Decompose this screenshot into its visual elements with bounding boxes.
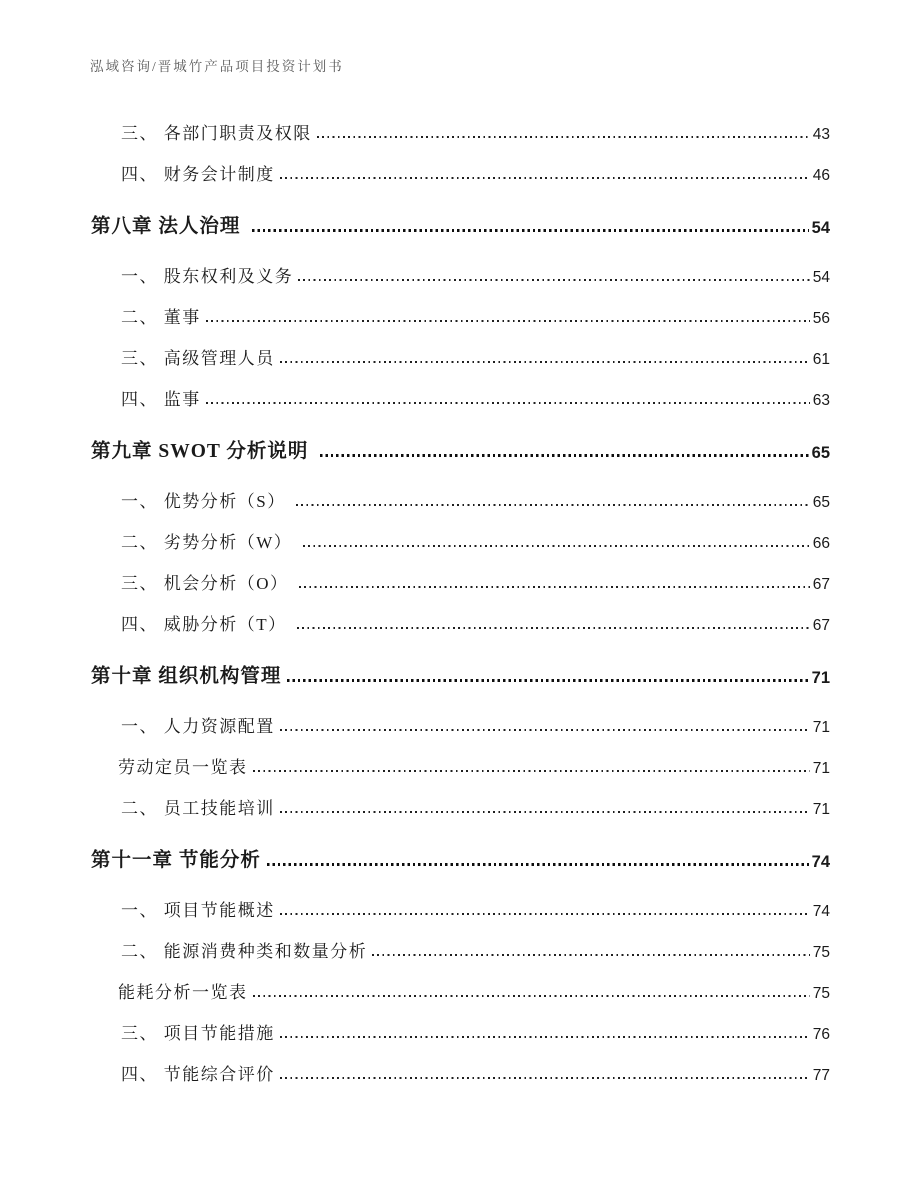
toc	[90, 108, 830, 1090]
dot-leader	[372, 954, 810, 956]
toc-entry[interactable]	[90, 967, 830, 1008]
toc-entry[interactable]	[90, 701, 830, 742]
toc-entry[interactable]	[90, 149, 830, 190]
toc-entry-label: 一、 股东权利及义务	[121, 267, 294, 286]
dot-leader	[280, 1036, 810, 1038]
toc-entry-label: 三、 高级管理人员	[121, 349, 275, 368]
toc-entry[interactable]	[90, 517, 830, 558]
toc-entry[interactable]	[90, 558, 830, 599]
toc-entry-label: 第十章 组织机构管理	[91, 665, 282, 687]
toc-entry-label: 四、 节能综合评价	[121, 1065, 275, 1084]
dot-leader	[280, 361, 810, 363]
dot-leader	[280, 729, 810, 731]
toc-entry-page: 67	[812, 616, 830, 634]
toc-entry-label: 四、 威胁分析（T）	[121, 615, 293, 634]
toc-entry-page: 67	[812, 575, 830, 593]
toc-entry-page: 71	[812, 759, 830, 777]
toc-entry-label: 二、 劣势分析（W）	[121, 533, 299, 552]
toc-entry-page: 43	[812, 125, 830, 143]
toc-entry-label: 第八章 法人治理	[91, 215, 247, 237]
toc-entry-label: 能耗分析一览表	[118, 983, 248, 1002]
toc-entry-label: 三、 各部门职责及权限	[121, 124, 312, 143]
dot-leader	[252, 229, 808, 232]
toc-entry-page: 65	[812, 493, 830, 511]
toc-entry[interactable]	[90, 885, 830, 926]
toc-entry[interactable]	[90, 742, 830, 783]
toc-entry-chapter[interactable]	[90, 423, 830, 468]
dot-leader	[299, 586, 809, 588]
document-header-title: 泓域咨询/晋城竹产品项目投资计划书	[90, 59, 344, 74]
toc-entry-page: 65	[811, 443, 830, 462]
dot-leader	[298, 279, 810, 281]
toc-entry[interactable]	[90, 333, 830, 374]
toc-entry-page: 61	[812, 350, 830, 368]
toc-entry-label: 第九章 SWOT 分析说明	[91, 440, 315, 462]
toc-entry-chapter[interactable]	[90, 648, 830, 693]
toc-entry-page: 71	[812, 718, 830, 736]
dot-leader	[280, 177, 810, 179]
toc-entry[interactable]	[90, 476, 830, 517]
dot-leader	[320, 454, 808, 457]
toc-entry-label: 二、 员工技能培训	[121, 799, 275, 818]
dot-leader	[296, 504, 809, 506]
toc-entry-page: 77	[812, 1066, 830, 1084]
toc-entry[interactable]	[90, 1008, 830, 1049]
dot-leader	[287, 679, 808, 682]
toc-entry[interactable]	[90, 108, 830, 149]
toc-entry[interactable]	[90, 1049, 830, 1090]
toc-entry[interactable]	[90, 599, 830, 640]
toc-entry[interactable]	[90, 292, 830, 333]
toc-entry-label: 三、 机会分析（O）	[121, 574, 295, 593]
toc-entry-label: 一、 优势分析（S）	[121, 492, 292, 511]
toc-entry-page: 71	[811, 668, 830, 687]
dot-leader	[206, 320, 810, 322]
toc-entry-label: 四、 监事	[121, 390, 201, 409]
toc-entry-page: 63	[812, 391, 830, 409]
toc-entry-page: 74	[811, 852, 830, 871]
toc-entry-label: 一、 项目节能概述	[121, 901, 275, 920]
dot-leader	[280, 811, 810, 813]
toc-entry-page: 75	[812, 984, 830, 1002]
dot-leader	[206, 402, 810, 404]
toc-entry-label: 四、 财务会计制度	[121, 165, 275, 184]
toc-entry-page: 75	[812, 943, 830, 961]
toc-entry-page: 74	[812, 902, 830, 920]
toc-entry[interactable]	[90, 251, 830, 292]
dot-leader	[303, 545, 810, 547]
dot-leader	[267, 863, 809, 866]
toc-entry-chapter[interactable]	[90, 198, 830, 243]
toc-entry-page: 46	[812, 166, 830, 184]
toc-entry-label: 劳动定员一览表	[118, 758, 248, 777]
toc-entry-label: 二、 能源消费种类和数量分析	[121, 942, 368, 961]
dot-leader	[280, 1077, 810, 1079]
toc-entry-label: 一、 人力资源配置	[121, 717, 275, 736]
dot-leader	[280, 913, 810, 915]
toc-entry-label: 第十一章 节能分析	[91, 849, 261, 871]
dot-leader	[297, 627, 809, 629]
toc-entry[interactable]	[90, 926, 830, 967]
dot-leader	[253, 770, 810, 772]
dot-leader	[317, 136, 810, 138]
toc-entry[interactable]	[90, 374, 830, 415]
toc-entry-label: 三、 项目节能措施	[121, 1024, 275, 1043]
toc-entry-page: 76	[812, 1025, 830, 1043]
toc-entry-page: 71	[812, 800, 830, 818]
toc-entry-chapter[interactable]	[90, 832, 830, 877]
toc-entry-page: 54	[812, 268, 830, 286]
toc-entry-page: 56	[812, 309, 830, 327]
toc-entry-page: 66	[812, 534, 830, 552]
toc-entry-page: 54	[811, 218, 830, 237]
dot-leader	[253, 995, 810, 997]
toc-entry[interactable]	[90, 783, 830, 824]
toc-entry-label: 二、 董事	[121, 308, 201, 327]
